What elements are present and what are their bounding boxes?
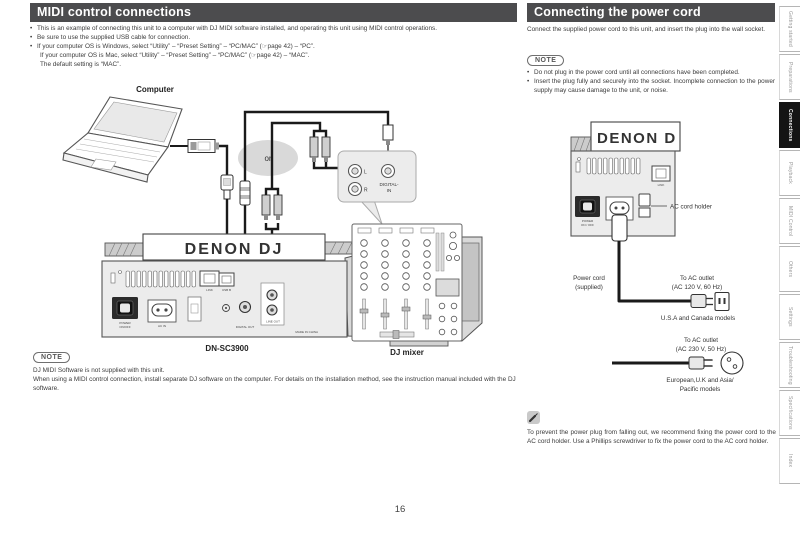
bullet-line: • If your computer OS is Windows, select “Utility” – “Preset Setting” – “PC/MAC” (☞page 42) – “PC”. <box>30 42 518 51</box>
link-port-label: LINK <box>657 183 665 187</box>
power-switch-label2: ON/OFF <box>119 325 131 329</box>
eu-plug-and-outlet <box>612 352 743 374</box>
or-label: or <box>264 154 272 163</box>
tab-troubleshooting[interactable]: Troubleshooting <box>779 342 800 388</box>
link-port <box>200 271 219 286</box>
tab-settings[interactable]: Settings <box>779 294 800 340</box>
eu-outlet-label2: (AC 230 V, 50 Hz) <box>675 346 727 353</box>
usb-port-label: USB B <box>221 288 232 292</box>
jack-r-label: R <box>364 187 368 194</box>
tab-midi-control[interactable]: MIDI Control <box>779 198 800 244</box>
denon-dj-logo: DENON DJ <box>184 241 284 258</box>
tab-index[interactable]: Index <box>779 438 800 484</box>
power-switch-label: POWER <box>119 321 131 325</box>
usb-port <box>219 273 234 286</box>
right-note-badge: NOTE <box>527 55 564 66</box>
page-number: 16 <box>394 504 406 515</box>
left-note-badge: NOTE <box>33 352 70 363</box>
power-switch-label: POWER <box>581 219 594 223</box>
eu-outlet-label: To AC outlet <box>684 337 718 344</box>
dj-mixer-illustration <box>352 224 462 341</box>
bullet-continuation-line: If your computer OS is Mac, select “Utility” – “Preset Setting” – “PC/MAC” (☞page 42) – “MAC”. <box>40 52 310 59</box>
laptop-illustration <box>63 97 182 182</box>
us-outlet-label: To AC outlet <box>680 275 714 282</box>
right-section-intro: Connect the supplied power cord to this unit, and insert the plug into the wall socket. <box>527 26 766 33</box>
us-models-label: U.S.A and Canada models <box>660 315 736 322</box>
right-section-title: Connecting the power cord <box>527 3 775 22</box>
right-note-bullets <box>527 69 775 95</box>
digital-in-label: DIGITAL- <box>379 182 399 187</box>
tab-specifications[interactable]: Specifications <box>779 390 800 436</box>
tab-connections[interactable]: Connections <box>779 102 800 148</box>
bullet-line: • This is an example of connecting this unit to a computer with DJ MIDI software installed, and operating this unit using MIDI control operations. <box>30 24 518 33</box>
screwdriver-icon <box>527 411 540 424</box>
mixer-label: DJ mixer <box>390 348 424 357</box>
midi-connection-diagram <box>30 83 520 360</box>
us-outlet-label2: (AC 120 V, 60 Hz) <box>671 284 723 291</box>
unit-model-label: DN-SC3900 <box>205 344 249 353</box>
left-note-text <box>33 366 517 393</box>
jack-l-label: L <box>364 169 367 176</box>
power-cord-label2: (supplied) <box>575 284 603 291</box>
link-port-label: LINK <box>206 288 213 292</box>
digital-out-label: DIGITAL OUT <box>235 325 255 329</box>
tip-text: To prevent the power plug from falling out, we recommend fixing the power cord to the AC cord holder. Use a Phillips screwdriver to fix the power cord to the AC cord holder. <box>527 429 776 445</box>
left-section-bullets <box>30 24 518 69</box>
power-cord-diagram <box>527 118 778 410</box>
denon-logo-partial: DENON D <box>597 130 677 147</box>
ac-cord-holder-label: AC cord holder <box>670 203 712 211</box>
chapter-tab-sidebar <box>779 6 800 486</box>
power-switch-label2: ON / OFF <box>581 223 594 227</box>
link-port <box>652 166 670 181</box>
bullet-line: • Be sure to use the supplied USB cable for connection. <box>30 33 518 42</box>
computer-label: Computer <box>136 85 174 94</box>
note-line: DJ MIDI Software is not supplied with this unit. <box>33 367 165 374</box>
ac-cord-holder <box>639 194 650 206</box>
left-section-title: MIDI control connections <box>30 3 517 22</box>
ac-in-label: AC IN <box>157 324 167 328</box>
note-bullet: • Insert the plug fully and securely into the socket. Incomplete connection to the power supply may cause damage to the unit, or noise. <box>527 78 775 96</box>
bullet-continuation-line: The default setting is “MAC”. <box>40 61 121 68</box>
made-in-china-label: MADE IN CHINA <box>295 330 318 334</box>
eu-models-label: European,U.K and Asia/ <box>666 377 734 384</box>
tab-preparations[interactable]: Preparations <box>779 54 800 100</box>
note-line: When using a MIDI control connection, install separate DJ software on the computer. For details on the installation method, see the instruction manual included with the DJ software. <box>33 376 516 392</box>
power-cord-label: Power cord <box>573 275 605 282</box>
us-plug-and-outlet <box>691 293 729 311</box>
line-out-label: LINE OUT <box>266 319 280 324</box>
digital-in-label2: IN <box>386 188 392 193</box>
tab-others[interactable]: Others <box>779 246 800 292</box>
note-bullet: • Do not plug in the power cord until all connections have been completed. <box>527 69 775 78</box>
screwdriver-tip-icon <box>527 411 540 424</box>
tab-playback[interactable]: Playback <box>779 150 800 196</box>
tab-getting-started[interactable]: Getting started <box>779 6 800 52</box>
eu-models-label2: Pacific models <box>679 386 721 393</box>
mixer-input-callout <box>338 151 416 224</box>
